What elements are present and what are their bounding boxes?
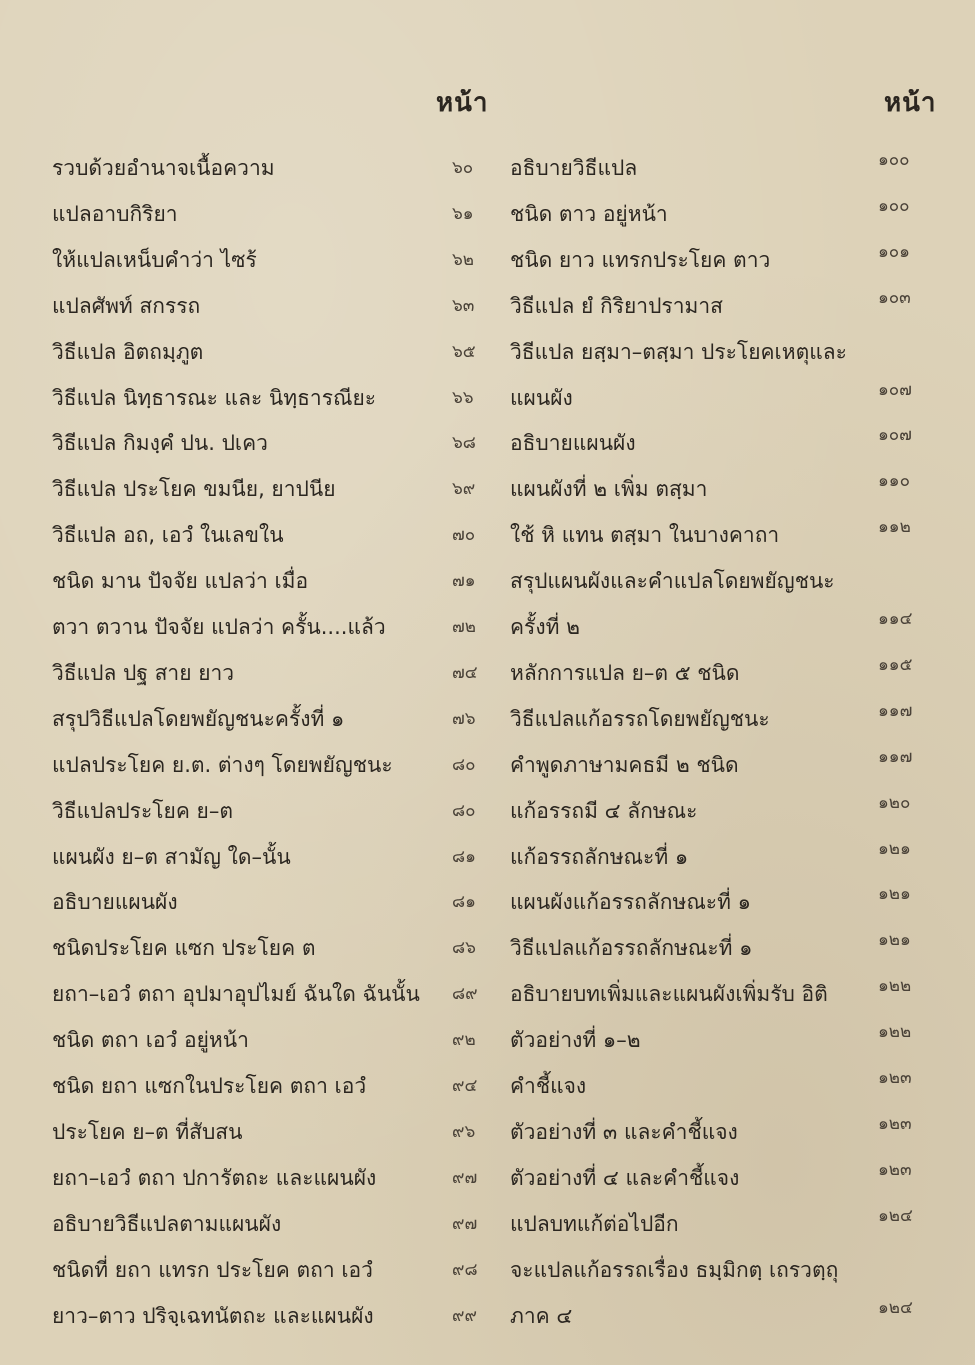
right-entry-page: ๑๒๒ [878, 976, 912, 996]
left-entry-page: ๙๙ [452, 1306, 477, 1326]
right-entry-title: อธิบายวิธีแปล [510, 156, 638, 180]
left-entry-page: ๙๒ [452, 1030, 476, 1050]
right-entry-title: คำชี้แจง [510, 1074, 587, 1098]
right-entry-page: ๑๒๑ [878, 930, 911, 950]
page-column-header-left: หน้า [436, 88, 489, 118]
toc-row [0, 515, 975, 555]
right-entry-title: แก้อรรถลักษณะที่ ๑ [510, 845, 689, 869]
left-entry-title: วิธีแปล นิทฺธารณะ และ นิทฺธารณียะ [52, 386, 377, 410]
right-entry-page: ๑๐๗ [878, 380, 912, 400]
page-column-header-right: หน้า [884, 88, 937, 118]
left-entry-title: ชนิด ยถา แซกในประโยค ตถา เอวํ [52, 1074, 367, 1098]
right-entry-title: ใช้ หิ แทน ตสฺมา ในบางคาถา [510, 523, 780, 547]
toc-row [0, 423, 975, 463]
right-entry-title: ชนิด ยาว แทรกประโยค ตาว [510, 248, 771, 272]
toc-row [0, 1112, 975, 1152]
left-entry-title: ชนิดที่ ยถา แทรก ประโยค ตถา เอวํ [52, 1258, 373, 1282]
right-entry-title: แก้อรรถมี ๔ ลักษณะ [510, 799, 698, 823]
left-entry-page: ๗๑ [452, 571, 476, 591]
toc-row [0, 1204, 975, 1244]
right-entry-title: หลักการแปล ย–ต ๕ ชนิด [510, 661, 740, 685]
toc-row [0, 240, 975, 280]
right-entry-page: ๑๑๕ [878, 655, 913, 675]
right-entry-title: ตัวอย่างที่ ๔ และคำชี้แจง [510, 1166, 740, 1190]
left-entry-page: ๖๕ [452, 342, 476, 362]
left-entry-page: ๙๘ [452, 1260, 478, 1280]
left-entry-title: แปลอาบกิริยา [52, 202, 178, 226]
left-entry-page: ๘๑ [452, 847, 476, 867]
left-entry-title: วิธีแปล อถ, เอวํ ในเลขใน [52, 523, 284, 547]
right-entry-title: แปลบทแก้ต่อไปอีก [510, 1212, 679, 1236]
right-entry-title: จะแปลแก้อรรถเรื่อง ธมฺมิกตฺ เถรวตฺถุ [510, 1258, 839, 1282]
right-entry-page: ๑๒๓ [878, 1160, 912, 1180]
right-entry-page: ๑๐๗ [878, 425, 912, 445]
toc-row [0, 928, 975, 968]
left-entry-title: วิธีแปลประโยค ย–ต [52, 799, 233, 823]
left-entry-page: ๗๐ [452, 525, 476, 545]
right-entry-page: ๑๑๗ [878, 701, 913, 721]
left-entry-page: ๗๖ [452, 709, 476, 729]
right-entry-page: ๑๒๒ [878, 1022, 912, 1042]
left-entry-page: ๖๒ [452, 250, 474, 270]
toc-row [0, 1066, 975, 1106]
right-entry-page: ๑๐๑ [878, 242, 910, 262]
left-entry-page: ๖๓ [452, 296, 475, 316]
left-entry-title: แปลศัพท์ สกรรถ [52, 294, 201, 318]
left-entry-title: วิธีแปล อิตถมฺภูต [52, 340, 204, 364]
left-entry-page: ๗๒ [452, 617, 476, 637]
toc-row [0, 1250, 975, 1290]
right-entry-title: วิธีแปล ยสฺมา–ตสฺมา ประโยคเหตุและ [510, 340, 847, 364]
right-entry-title: ชนิด ตาว อยู่หน้า [510, 202, 668, 226]
left-entry-page: ๘๐ [452, 755, 476, 775]
left-entry-page: ๘๙ [452, 984, 478, 1004]
right-entry-page: ๑๑๗ [878, 747, 913, 767]
toc-row [0, 1158, 975, 1198]
toc-row [0, 974, 975, 1014]
right-entry-page: ๑๒๑ [878, 839, 911, 859]
left-entry-title: ประโยค ย–ต ที่สับสน [52, 1120, 243, 1144]
left-entry-title: อธิบายแผนผัง [52, 890, 178, 914]
right-entry-title: แผนผังที่ ๒ เพิ่ม ตสฺมา [510, 477, 708, 501]
left-entry-title: ยาว–ตาว ปริจฺเฉทนัตถะ และแผนผัง [52, 1304, 374, 1328]
right-entry-page: ๑๒๐ [878, 793, 911, 813]
toc-row [0, 148, 975, 188]
right-entry-title: ตัวอย่างที่ ๑–๒ [510, 1028, 641, 1052]
toc-row [0, 653, 975, 693]
left-entry-title: วิธีแปล กิมงฺคํ ปน. ปเคว [52, 431, 268, 455]
right-entry-title: ตัวอย่างที่ ๓ และคำชี้แจง [510, 1120, 738, 1144]
toc-row [0, 745, 975, 785]
left-entry-title: ยถา–เอวํ ตถา อุปมาอุปไมย์ ฉันใด ฉันนั้น [52, 982, 420, 1006]
right-entry-title: วิธีแปลแก้อรรถโดยพยัญชนะ [510, 707, 770, 731]
toc-row [0, 1020, 975, 1060]
toc-row [0, 837, 975, 877]
right-entry-title: วิธีแปลแก้อรรถลักษณะที่ ๑ [510, 936, 753, 960]
left-entry-page: ๖๖ [452, 388, 474, 408]
left-entry-title: แปลประโยค ย.ต. ต่างๆ โดยพยัญชนะ [52, 753, 393, 777]
left-entry-title: วิธีแปล ประโยค ขมนีย, ยาปนีย [52, 477, 336, 501]
left-entry-title: ชนิด มาน ปัจจัย แปลว่า เมื่อ [52, 569, 309, 593]
left-entry-page: ๖๙ [452, 479, 476, 499]
toc-row [0, 286, 975, 326]
toc-row [0, 699, 975, 739]
right-entry-page: ๑๐๐ [878, 150, 910, 170]
left-entry-page: ๙๗ [452, 1168, 478, 1188]
right-entry-page: ๑๒๑ [878, 884, 911, 904]
right-entry-title: แผนผัง [510, 386, 573, 410]
left-entry-page: ๘๐ [452, 801, 476, 821]
right-entry-page: ๑๒๓ [878, 1068, 912, 1088]
right-entry-page: ๑๐๐ [878, 196, 910, 216]
left-entry-title: ให้แปลเหน็บคำว่า ไซร้ [52, 248, 257, 272]
left-entry-page: ๙๖ [452, 1122, 476, 1142]
left-entry-title: อธิบายวิธีแปลตามแผนผัง [52, 1212, 282, 1236]
left-entry-title: รวบด้วยอำนาจเนื้อความ [52, 156, 275, 180]
left-entry-page: ๙๗ [452, 1214, 478, 1234]
left-entry-page: ๙๔ [452, 1076, 478, 1096]
left-entry-title: ยถา–เอวํ ตถา ปการัตถะ และแผนผัง [52, 1166, 377, 1190]
left-entry-page: ๗๔ [452, 663, 478, 683]
left-entry-title: สรุปวิธีแปลโดยพยัญชนะครั้งที่ ๑ [52, 707, 345, 731]
toc-row [0, 561, 975, 601]
right-entry-page: ๑๑๔ [878, 609, 913, 629]
right-entry-title: ภาค ๔ [510, 1304, 573, 1328]
right-entry-title: คำพูดภาษามคธมี ๒ ชนิด [510, 753, 739, 777]
left-entry-page: ๖๐ [452, 158, 474, 178]
right-entry-title: สรุปแผนผังและคำแปลโดยพยัญชนะ [510, 569, 835, 593]
right-entry-page: ๑๒๔ [878, 1298, 913, 1318]
toc-row [0, 332, 975, 372]
left-entry-title: ชนิดประโยค แซก ประโยค ต [52, 936, 316, 960]
left-entry-title: แผนผัง ย–ต สามัญ ใด–นั้น [52, 845, 291, 869]
right-entry-page: ๑๑๒ [878, 517, 911, 537]
toc-row [0, 194, 975, 234]
right-entry-title: ครั้งที่ ๒ [510, 615, 580, 639]
toc-row [0, 791, 975, 831]
left-entry-title: ตวา ตวาน ปัจจัย แปลว่า ครั้น....แล้ว [52, 615, 386, 639]
left-entry-page: ๖๘ [452, 433, 476, 453]
toc-row [0, 882, 975, 922]
right-entry-title: อธิบายบทเพิ่มและแผนผังเพิ่มรับ อิติ [510, 982, 828, 1006]
left-entry-title: ชนิด ตถา เอวํ อยู่หน้า [52, 1028, 249, 1052]
right-entry-title: วิธีแปล ยํ กิริยาปรามาส [510, 294, 723, 318]
toc-row [0, 378, 975, 418]
left-entry-page: ๘๖ [452, 938, 476, 958]
right-entry-page: ๑๑๐ [878, 471, 910, 491]
right-entry-page: ๑๐๓ [878, 288, 911, 308]
right-entry-title: แผนผังแก้อรรถลักษณะที่ ๑ [510, 890, 751, 914]
toc-row [0, 607, 975, 647]
right-entry-page: ๑๒๔ [878, 1206, 913, 1226]
left-entry-page: ๖๑ [452, 204, 474, 224]
right-entry-page: ๑๒๓ [878, 1114, 912, 1134]
toc-row [0, 469, 975, 509]
left-entry-page: ๘๑ [452, 892, 476, 912]
left-entry-title: วิธีแปล ปฐ สาย ยาว [52, 661, 235, 685]
right-entry-title: อธิบายแผนผัง [510, 431, 636, 455]
toc-row [0, 1296, 975, 1336]
